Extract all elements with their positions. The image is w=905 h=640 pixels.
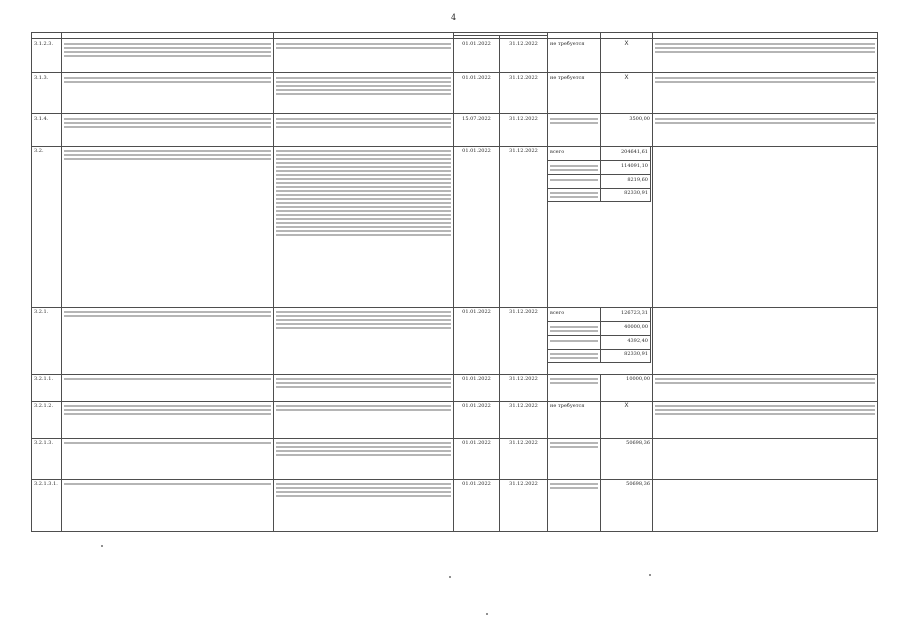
funding-subrow xyxy=(548,336,651,350)
program-table xyxy=(31,32,878,532)
program-item-name xyxy=(62,480,274,532)
scan-mark xyxy=(449,576,451,578)
end-date: 31.12.2022 xyxy=(500,375,548,402)
end-date: 31.12.2022 xyxy=(500,114,548,147)
table-row xyxy=(32,147,878,308)
executor-text xyxy=(274,39,454,73)
program-item-name xyxy=(62,402,274,439)
expected-result xyxy=(653,73,878,114)
funding-subtable xyxy=(548,147,652,203)
row-number: 3.2.1.2. xyxy=(32,402,62,439)
funding-subtable xyxy=(548,308,652,364)
row-number: 3.2.1.3.1. xyxy=(32,480,62,532)
table-row xyxy=(32,402,878,439)
end-date: 31.12.2022 xyxy=(500,402,548,439)
funding-value: 114091,10 xyxy=(601,161,651,175)
scan-mark xyxy=(486,613,488,615)
table-row xyxy=(32,39,878,73)
funding-subrow xyxy=(548,350,651,363)
funding-amount: X xyxy=(601,73,653,114)
expected-result xyxy=(653,308,878,375)
page-number: 4 xyxy=(451,13,457,22)
table-row xyxy=(32,73,878,114)
scan-mark xyxy=(101,545,103,547)
expected-result xyxy=(653,147,878,308)
funding-amount: X xyxy=(601,402,653,439)
funding-value: 4392,40 xyxy=(601,336,651,350)
funding-source xyxy=(548,480,601,532)
start-date: 01.01.2022 xyxy=(454,308,500,375)
funding-source: не требуется xyxy=(548,73,601,114)
expected-result xyxy=(653,480,878,532)
program-item-name xyxy=(62,375,274,402)
start-date: 01.01.2022 xyxy=(454,147,500,308)
start-date: 15.07.2022 xyxy=(454,114,500,147)
funding-source: не требуется xyxy=(548,402,601,439)
executor-text xyxy=(274,147,454,308)
funding-amount: 3500,00 xyxy=(601,114,653,147)
document-sheet xyxy=(31,32,877,525)
program-item-name xyxy=(62,73,274,114)
expected-result xyxy=(653,375,878,402)
funding-subrow xyxy=(548,322,651,336)
row-number: 3.2. xyxy=(32,147,62,308)
program-item-name xyxy=(62,439,274,480)
executor-text xyxy=(274,439,454,480)
funding-value: 82330,91 xyxy=(601,350,651,363)
start-date: 01.01.2022 xyxy=(454,402,500,439)
end-date: 31.12.2022 xyxy=(500,39,548,73)
table-row xyxy=(32,114,878,147)
row-number: 3.2.1.1. xyxy=(32,375,62,402)
funding-source xyxy=(548,439,601,480)
funding-value: 204641,61 xyxy=(601,147,651,161)
end-date: 31.12.2022 xyxy=(500,480,548,532)
executor-text xyxy=(274,308,454,375)
funding-value: 40000,00 xyxy=(601,322,651,336)
start-date: 01.01.2022 xyxy=(454,73,500,114)
end-date: 31.12.2022 xyxy=(500,439,548,480)
funding-label: всего xyxy=(548,308,601,322)
program-item-name xyxy=(62,114,274,147)
funding-subrow xyxy=(548,189,651,202)
funding-source: не требуется xyxy=(548,39,601,73)
end-date: 31.12.2022 xyxy=(500,147,548,308)
funding-breakdown xyxy=(548,147,653,308)
funding-subrow xyxy=(548,308,651,322)
expected-result xyxy=(653,439,878,480)
funding-value: 8219,60 xyxy=(601,175,651,189)
start-date: 01.01.2022 xyxy=(454,375,500,402)
funding-subrow xyxy=(548,147,651,161)
start-date: 01.01.2022 xyxy=(454,39,500,73)
start-date: 01.01.2022 xyxy=(454,439,500,480)
program-item-name xyxy=(62,308,274,375)
funding-breakdown xyxy=(548,308,653,375)
row-number: 3.2.1. xyxy=(32,308,62,375)
funding-value: 126723,31 xyxy=(601,308,651,322)
funding-label xyxy=(548,322,601,336)
row-number: 3.1.3. xyxy=(32,73,62,114)
expected-result xyxy=(653,114,878,147)
funding-amount: 50698,36 xyxy=(601,480,653,532)
funding-amount: 10000,00 xyxy=(601,375,653,402)
end-date: 31.12.2022 xyxy=(500,73,548,114)
funding-amount: 50698,36 xyxy=(601,439,653,480)
executor-text xyxy=(274,480,454,532)
funding-subrow xyxy=(548,175,651,189)
funding-amount: X xyxy=(601,39,653,73)
funding-value: 82330,91 xyxy=(601,189,651,202)
table-row xyxy=(32,439,878,480)
funding-source xyxy=(548,375,601,402)
row-number: 3.2.1.3. xyxy=(32,439,62,480)
expected-result xyxy=(653,402,878,439)
scan-mark xyxy=(649,574,651,576)
executor-text xyxy=(274,114,454,147)
program-item-name xyxy=(62,147,274,308)
executor-text xyxy=(274,375,454,402)
expected-result xyxy=(653,39,878,73)
funding-source xyxy=(548,114,601,147)
start-date: 01.01.2022 xyxy=(454,480,500,532)
funding-label xyxy=(548,189,601,202)
table-row xyxy=(32,480,878,532)
funding-subrow xyxy=(548,161,651,175)
row-number: 3.1.4. xyxy=(32,114,62,147)
row-number: 3.1.2.3. xyxy=(32,39,62,73)
executor-text xyxy=(274,402,454,439)
table-row xyxy=(32,308,878,375)
funding-label xyxy=(548,175,601,189)
funding-label xyxy=(548,161,601,175)
funding-label xyxy=(548,336,601,350)
executor-text xyxy=(274,73,454,114)
table-row xyxy=(32,375,878,402)
program-item-name xyxy=(62,39,274,73)
end-date: 31.12.2022 xyxy=(500,308,548,375)
funding-label: всего xyxy=(548,147,601,161)
funding-label xyxy=(548,350,601,363)
